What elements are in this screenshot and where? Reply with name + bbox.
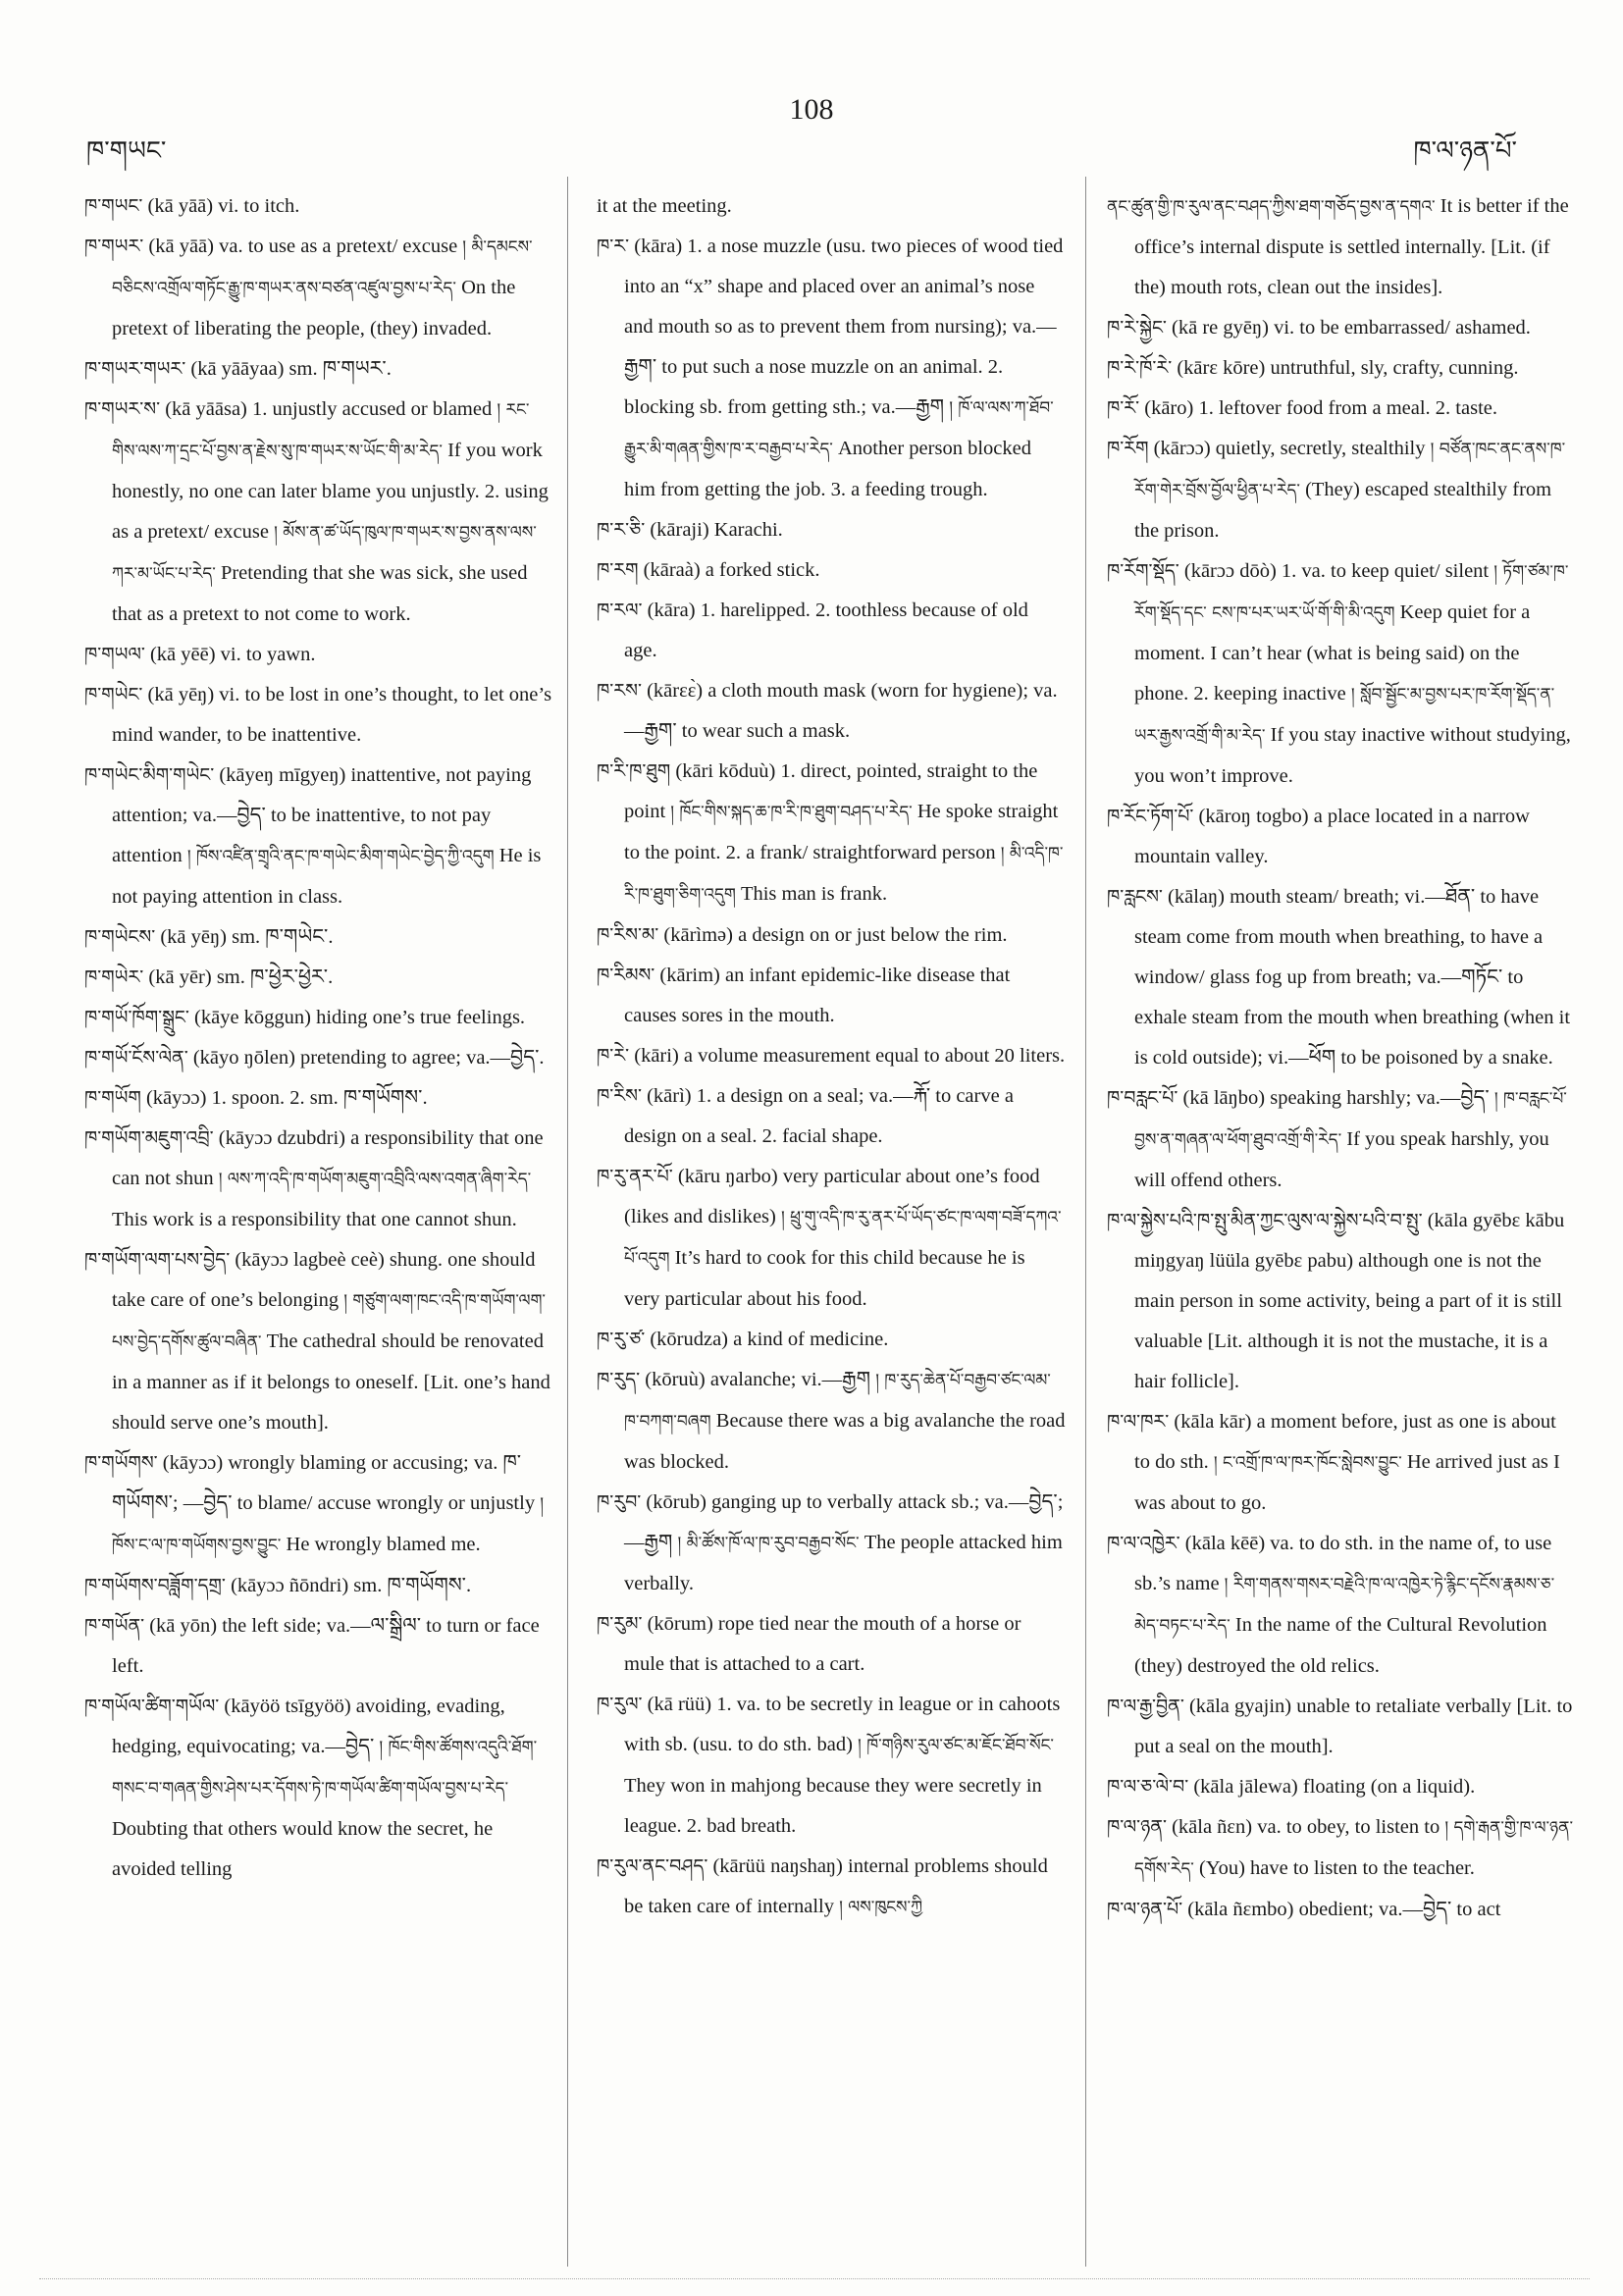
entry-translation: He wrongly blamed me. [281, 1534, 481, 1555]
entry-translation: It is better if the office’s internal dispute is settled internally. [Lit. (if the) mouth rots, clean out the insides]. [1134, 195, 1569, 298]
column-left [84, 186, 553, 2257]
dictionary-entry [1107, 551, 1576, 797]
dictionary-entry [597, 227, 1066, 510]
entry-example: ། ཕྲུ་གུ་འདི་ཁ་རུ་ནར་པོ་ཡོད་ཙང་ཁ་ལག་བཟོ་དཀའ་པོ་འདུག [624, 1208, 1062, 1269]
dictionary-entry [84, 1566, 553, 1606]
dictionary-entry [1107, 797, 1576, 877]
entry-definition: (kā lāŋbo) speaking harshly; va.—བྱེད་ [1178, 1087, 1494, 1109]
entry-translation: In the name of the Cultural Revolution (they) destroyed the old relics. [1134, 1614, 1547, 1677]
entry-definition: (kārɔɔ) quietly, secretly, stealthily [1148, 438, 1431, 459]
entry-headword: ཁ་ལ་འཁྱེར་ [1107, 1533, 1180, 1554]
entry-example: ། མི་ཚོས་ཁོ་ལ་ཁ་རུབ་བརྒྱབ་སོང་ [677, 1534, 860, 1553]
entry-headword: ཁ་ལ་ཅ་ལེ་བ་ [1107, 1776, 1189, 1798]
entry-definition: (kāru ŋarbo) very particular about one’s food (likes and dislikes) [624, 1166, 1040, 1227]
entry-translation: (They) escaped stealthily from the prison. [1134, 479, 1552, 542]
entry-definition: (kāla kēē) va. to do sth. in the name of, to use sb.’s name [1134, 1533, 1552, 1594]
dictionary-entry [597, 591, 1066, 671]
entry-translation: He arrived just as I was about to go. [1134, 1451, 1560, 1514]
entry-headword: ཁ་གཡར་གཡར་ [84, 358, 186, 380]
entry-definition: (kāla gyajin) unable to retaliate verbally [Lit. to put a seal on the mouth]. [1134, 1696, 1573, 1757]
entry-translation: This work is a responsibility that one cannot shun. [112, 1209, 517, 1230]
entry-headword: ཁ་གཡར་ [84, 235, 144, 257]
entry-translation: On the pretext of liberating the people, (they) invaded. [112, 277, 516, 339]
dictionary-entry [1107, 348, 1576, 389]
entry-headword: ཁ་གཡེར་ [84, 966, 144, 988]
page-header [0, 93, 1623, 165]
entry-definition: (kōrudza) a kind of medicine. [645, 1329, 889, 1350]
entry-definition: (kārɔɔ dōò) 1. va. to keep quiet/ silent [1178, 560, 1494, 582]
dictionary-entry [597, 1036, 1066, 1076]
entry-headword: ཁ་གཡང་ [84, 195, 143, 217]
entry-headword: ཁ་གཡོལ་ཚིག་གཡོལ་ [84, 1696, 220, 1717]
page-number: 108 [789, 93, 834, 126]
entry-definition: (kāyeŋ mīgyeŋ) inattentive, not paying attention; va.—བྱེད་ to be inattentive, to not pay attention [112, 764, 532, 866]
dictionary-entry [597, 186, 1066, 227]
entry-example: ། ང་འགྲོ་ཁ་ལ་ཁར་ཁོང་སླེབས་བྱུང་ [1213, 1453, 1402, 1473]
dictionary-entry [1107, 1890, 1576, 1930]
dictionary-entry [597, 915, 1066, 956]
entry-definition: (kōruù) avalanche; vi.—རྒྱག [640, 1369, 876, 1390]
entry-translation: Keep quiet for a moment. I can’t hear (what is being said) on the phone. 2. keeping inactive [1134, 601, 1531, 704]
dictionary-entry [1107, 1078, 1576, 1201]
dictionary-entry [597, 956, 1066, 1036]
entry-translation: It’s hard to cook for this child because he is very particular about his food. [624, 1247, 1025, 1310]
dictionary-entry [597, 550, 1066, 591]
entry-example: ། མི་འདི་ཁ་རི་ཁ་ཐུག་ཅིག་འདུག [624, 844, 1064, 905]
entry-headword: ཁ་གཡོ་ཁོག་སྒྲུང་ [84, 1007, 189, 1028]
entry-definition: (kārìmə) a design on or just below the rim. [658, 924, 1008, 946]
dictionary-entry [84, 1606, 553, 1687]
entry-headword: ཁ་གཡེང་ [84, 684, 143, 705]
entry-headword: ཁ་རུ་ནར་པོ་ [597, 1166, 673, 1187]
entry-headword: ཁ་རུ་ཙ་ [597, 1329, 646, 1350]
entry-definition: (kāyo ŋōlen) pretending to agree; va.—བྱེད་. [187, 1047, 545, 1069]
dictionary-entry [84, 635, 553, 675]
entry-translation: (You) have to listen to the teacher. [1193, 1857, 1475, 1879]
dictionary-entry [1107, 186, 1576, 308]
left-guide-word: ཁ་གཡང་ [86, 136, 167, 165]
entry-headword: ཁ་རིས་ [597, 1085, 642, 1107]
column-right [1107, 186, 1576, 2257]
entry-headword: ཁ་གཡོག་མཇུག་འབྲི་ [84, 1127, 214, 1149]
entry-definition: (kāraà) a forked stick. [638, 559, 820, 581]
entry-example: ། རིག་གནས་གསར་བརྗེའི་ཁ་ལ་འཁྱེར་ཏེ་རྙིང་དངོས་རྣམས་ཅ་མེད་བཏང་པ་རེད་ [1134, 1575, 1555, 1636]
entry-definition: (kāroŋ togbo) a place located in a narrow mountain valley. [1134, 806, 1530, 867]
entry-headword: ཁ་རུད་ [597, 1369, 641, 1390]
dictionary-entry [597, 1076, 1066, 1157]
dictionary-entry [84, 958, 553, 998]
dictionary-entry [597, 1604, 1066, 1685]
entry-example: ། ཁ་རུད་ཆེན་པོ་བརྒྱབ་ཙང་ལམ་ཁ་བཀག་བཞག [624, 1371, 1051, 1432]
entry-headword: ཁ་རས་ [597, 680, 642, 702]
entry-headword: ཁ་རག [597, 559, 639, 581]
entry-example: ། ཁ་བརླང་པོ་བྱས་ན་གཞན་ལ་ཕོག་ཐུབ་འགྲོ་གི་རེད་ [1134, 1089, 1567, 1150]
dictionary-entry [597, 1157, 1066, 1320]
entry-example: ། ཁོང་གིས་ཚོགས་འདུའི་ཐོག་གསང་བ་གཞན་གྱིས་ཤེས་པར་དོགས་ཏེ་ཁ་གཡོལ་ཚིག་གཡོལ་བྱས་པ་རེད་ [112, 1738, 538, 1799]
entry-headword: ཁ་རེ་ཁོ་རེ་ [1107, 357, 1173, 379]
entry-headword: ཁ་གཡོགས་ [84, 1452, 158, 1474]
entry-definition: (kārim) an infant epidemic-like disease that causes sores in the mouth. [624, 965, 1011, 1026]
right-guide-word: ཁ་ལ་ཉན་པོ་ [1413, 136, 1517, 165]
dictionary-entry [1107, 1402, 1576, 1524]
dictionary-entry [597, 1320, 1066, 1360]
entry-definition: (kāyöö tsīgyöö) avoiding, evading, hedging, equivocating; va.—བྱེད་ [112, 1696, 505, 1757]
entry-definition: (kā yāāsa) 1. unjustly accused or blamed [160, 398, 497, 420]
column-middle [597, 186, 1066, 2257]
entry-headword: ཁ་ལ་སྐྱེས་པའི་ཁ་སྤུ་མིན་ཀྱང་ལུས་ལ་སྐྱེས་པའི་བ་སྤུ་ [1107, 1210, 1423, 1231]
entry-definition: (kārüü naŋshaŋ) internal problems should be taken care of internally [624, 1855, 1048, 1917]
entry-definition: (kā yāā) vi. to itch. [142, 195, 300, 217]
entry-translation: Another person blocked him from getting the job. 3. a feeding trough. [624, 438, 1031, 500]
entry-continuation: it at the meeting. [597, 195, 732, 217]
entry-translation: Pretending that she was sick, she used that as a pretext to not come to work. [112, 562, 528, 625]
entry-definition: (kāyɔɔ ñōndri) sm. ཁ་གཡོགས་. [225, 1575, 472, 1596]
entry-definition: (kāri kōduù) 1. direct, pointed, straight to the point [624, 760, 1038, 822]
dictionary-entry [84, 227, 553, 349]
entry-example: ནང་ཚུན་གྱི་ཁ་རུལ་ནང་བཤད་ཀྱིས་ཐག་གཅོད་བྱས་ན་དགའ་ [1107, 197, 1436, 217]
entry-headword: ཁ་བརླང་པོ་ [1107, 1087, 1178, 1109]
dictionary-entry [84, 1038, 553, 1078]
entry-headword: ཁ་ལ་རྒྱ་བྱིན་ [1107, 1696, 1184, 1717]
dictionary-entry [597, 752, 1066, 915]
entry-definition: (kā yēŋ) vi. to be lost in one’s thought, to let one’s mind wander, to be inattentive. [112, 684, 552, 746]
entry-translation: Because there was a big avalanche the road was blocked. [624, 1410, 1066, 1473]
entry-headword: ཁ་གཡེངས་ [84, 926, 156, 948]
entry-definition: (kāra) 1. a nose muzzle (usu. two pieces of wood tied into an “x” shape and placed over an animal’s nose and mouth so as to prevent them from nursing); va.—རྒྱག་ to put such a nose muzzle on an animal. 2. blocking sb. from getting sth.; va.—རྒྱག [624, 235, 1064, 418]
entry-headword: ཁ་རེ་ [597, 1045, 630, 1067]
dictionary-entry [84, 349, 553, 390]
entry-definition: (kāla ñɛn) va. to obey, to listen to [1166, 1816, 1445, 1838]
entry-example: ། ཁོས་ང་ལ་ཁ་གཡོགས་བྱས་བྱུང་ [112, 1494, 544, 1555]
entry-definition: (kā yāā) va. to use as a pretext/ excuse [143, 235, 463, 257]
entry-translation: This man is frank. [735, 883, 888, 905]
entry-headword: ཁ་ར་ [597, 235, 630, 257]
dictionary-entry [597, 1483, 1066, 1604]
entry-definition: (kāra) 1. harelipped. 2. toothless because of old age. [624, 600, 1028, 661]
entry-definition: (kāla kār) a moment before, just as one is about to do sth. [1134, 1411, 1556, 1473]
entry-definition: (kā yēē) vi. to yawn. [144, 644, 316, 665]
dictionary-entry [84, 998, 553, 1038]
dictionary-entry [1107, 308, 1576, 348]
entry-translation: If you work honestly, no one can later blame you unjustly. 2. using as a pretext/ excuse [112, 440, 549, 543]
dictionary-entry [84, 756, 553, 917]
entry-headword: ཁ་གཡོགས་བཟློག་དགྲ་ [84, 1575, 226, 1596]
entry-definition: (kāyɔɔ dzubdri) a responsibility that one can not shun [112, 1127, 544, 1189]
bottom-rule [39, 2278, 1590, 2280]
entry-headword: ཁ་གཡོག [84, 1087, 141, 1109]
entry-definition: (kāla gyēbɛ kābu miŋgyaŋ lüüla gyēbɛ pabu) although one is not the main person in some activity, being a part of it is still valuable [Lit. although it is not the mustache, it is a hair follicle]. [1134, 1210, 1565, 1392]
entry-headword: ཁ་རུབ་ [597, 1491, 642, 1513]
entry-headword: ཁ་རོག [1107, 438, 1149, 459]
entry-translation: He is not paying attention in class. [112, 845, 542, 908]
entry-example: ། མོས་ན་ཚ་ཡོད་ཁུལ་ཁ་གཡར་ས་བྱས་ནས་ལས་ཀར་མ་ཡོང་པ་རེད་ [112, 523, 537, 584]
entry-definition: (kā yōn) the left side; va.—ལ་སྒྲིལ་ to turn or face left. [112, 1615, 540, 1677]
entry-example: ། རང་གིས་ལས་ཀ་དྲང་པོ་བྱས་ན་རྗེས་སུ་ཁ་གཡར་ས་ཡོང་གི་མ་རེད་ [112, 400, 530, 461]
entry-definition: (kāye kōggun) hiding one’s true feelings. [188, 1007, 526, 1028]
dictionary-entry [597, 671, 1066, 752]
dictionary-entry [84, 675, 553, 756]
dictionary-columns [84, 186, 1574, 2257]
entry-example: ། ཁོ་ལ་ལས་ཀ་ཐོབ་རྒྱུར་མི་གཞན་གྱིས་ཁ་ར་བརྒྱབ་པ་རེད་ [624, 398, 1054, 459]
entry-definition: (kāyɔɔ) wrongly blaming or accusing; va. ཁ་གཡོགས་; —བྱེད་ to blame/ accuse wrongly or unjustly [112, 1452, 541, 1514]
entry-headword: ཁ་རེ་སྐྱེང་ [1107, 317, 1167, 339]
entry-headword: ཁ་རིས་མ་ [597, 924, 659, 946]
dictionary-entry [1107, 1807, 1576, 1890]
entry-headword: ཁ་རོག་སྡོད་ [1107, 560, 1179, 582]
entry-definition: (kāri) a volume measurement equal to about 20 liters. [629, 1045, 1066, 1067]
entry-headword: ཁ་རལ་ [597, 600, 643, 621]
entry-headword: ཁ་རི་ཁ་ཐུག [597, 760, 671, 782]
dictionary-entry [1107, 389, 1576, 429]
entry-example: ། སློབ་སྦྱོང་མ་བྱས་པར་ཁ་རོག་སྡོད་ན་ཡར་རྒྱས་འགྲོ་གི་མ་རེད་ [1134, 685, 1555, 746]
dictionary-entry [597, 1847, 1066, 1928]
entry-headword: ཁ་རོང་ཏོག་པོ་ [1107, 806, 1194, 827]
entry-headword: ཁ་རུམ་ [597, 1613, 643, 1635]
entry-translation: If you speak harshly, you will offend others. [1134, 1128, 1549, 1191]
entry-example: ། གཙུག་ལག་ཁང་འདི་ཁ་གཡོག་ལག་པས་བྱེད་དགོས་ཚུལ་བཞིན་ [112, 1291, 546, 1352]
entry-example: ། དགེ་རྒན་གྱི་ཁ་ལ་ཉན་དགོས་རེད་ [1134, 1818, 1574, 1879]
entry-headword: ཁ་གཡར་ས་ [84, 398, 161, 420]
entry-headword: ཁ་གཡལ་ [84, 644, 145, 665]
entry-headword: ཁ་རླངས་ [1107, 886, 1163, 908]
entry-definition: (kāro) 1. leftover food from a meal. 2. taste. [1139, 397, 1498, 419]
dictionary-entry [84, 917, 553, 958]
entry-definition: (kā yēr) sm. ཁ་ཕྱེར་ཕྱེར་. [143, 966, 334, 988]
entry-definition: (kāraji) Karachi. [645, 519, 783, 541]
entry-example: ། ཏོག་ཙམ་ཁ་རོག་སྡོད་དང་ ངས་ཁ་པར་ཡར་ཡོ་གོ་གི་མི་འདུག [1134, 562, 1569, 623]
dictionary-entry [597, 1685, 1066, 1847]
entry-example: ། བཙོན་ཁང་ནང་ནས་ཁ་རོག་གེར་བྲོས་བྱོལ་ཕྱིན་པ་རེད་ [1134, 440, 1566, 500]
dictionary-entry [1107, 1201, 1576, 1402]
entry-definition: (kā yēŋ) sm. ཁ་གཡེང་. [155, 926, 334, 948]
entry-headword: ཁ་གཡོག་ལག་པས་བྱེད་ [84, 1249, 231, 1271]
dictionary-entry [1107, 877, 1576, 1078]
entry-headword: ཁ་ར་ཅི་ [597, 519, 646, 541]
entry-translation: If you stay inactive without studying, you won’t improve. [1134, 724, 1571, 787]
entry-headword: ཁ་རུལ་ [597, 1694, 643, 1715]
entry-headword: ཁ་ལ་ཉན་ [1107, 1816, 1167, 1838]
dictionary-entry [1107, 1767, 1576, 1807]
entry-headword: ཁ་གཡོན་ [84, 1615, 145, 1637]
entry-translation: The cathedral should be renovated in a manner as if it belongs to oneself. [Lit. one’s hand should serve one’s mouth]. [112, 1331, 550, 1434]
dictionary-entry [84, 1240, 553, 1443]
entry-headword: ཁ་རིམས་ [597, 965, 655, 986]
entry-example: ། ཁོ་གཉིས་རུལ་ཙང་མ་ཇོང་ཐོབ་སོང་ [858, 1736, 1054, 1755]
entry-translation: They won in mahjong because they were secretly in league. 2. bad breath. [624, 1775, 1042, 1837]
entry-definition: (kārì) 1. a design on a seal; va.—རྐོ་ to carve a design on a seal. 2. facial shape. [624, 1085, 1014, 1147]
entry-translation: Doubting that others would know the secret, he avoided telling [112, 1818, 494, 1880]
entry-definition: (kāla jālewa) floating (on a liquid). [1188, 1776, 1476, 1798]
entry-translation: The people attacked him verbally. [624, 1532, 1063, 1594]
dictionary-entry [84, 1078, 553, 1119]
dictionary-entry [597, 1360, 1066, 1483]
entry-definition: (kālaŋ) mouth steam/ breath; vi.—ཐོན་ to have steam come from mouth when breathing, to have a window/ glass fog up from breath; va.—གཏོང་ to exhale steam from the mouth when breathing (when it is cold outside); vi.—ཕོག to be poisoned by a snake. [1134, 886, 1571, 1069]
entry-example: ། ལས་ཀ་འདི་ཁ་གཡོག་མཇུག་འབྲིའི་ལས་འགན་ཞིག་རེད་ [218, 1170, 532, 1189]
dictionary-entry [84, 186, 553, 227]
entry-definition: (kā yāāyaa) sm. ཁ་གཡར་. [185, 358, 392, 380]
dictionary-entry [84, 390, 553, 635]
entry-example: ། ཁོང་གིས་སྐད་ཆ་ཁ་རི་ཁ་ཐུག་བཤད་པ་རེད་ [670, 803, 913, 822]
entry-definition: (kōrub) ganging up to verbally attack sb.; va.—བྱེད་; —རྒྱག [624, 1491, 1064, 1553]
entry-definition: (kā rüü) 1. va. to be secretly in league or in cahoots with sb. (usu. to do sth. bad) [624, 1694, 1061, 1755]
entry-translation: He spoke straight to the point. 2. a frank/ straightforward person [624, 801, 1059, 863]
entry-definition: (kāla ñɛmbo) obedient; va.—བྱེད་ to act [1182, 1899, 1501, 1920]
entry-definition: (kārɛɛ̀) a cloth mouth mask (worn for hygiene); va.—རྒྱག་ to wear such a mask. [624, 680, 1058, 742]
entry-definition: (kāyɔɔ lagbeè ceè) shung. one should take care of one’s belonging [112, 1249, 536, 1311]
dictionary-entry [1107, 1524, 1576, 1687]
dictionary-entry [1107, 429, 1576, 551]
entry-definition: (kārɛ kōre) untruthful, sly, crafty, cunning. [1172, 357, 1519, 379]
dictionary-entry [84, 1119, 553, 1240]
entry-headword: ཁ་ལ་ཉན་པོ་ [1107, 1899, 1183, 1920]
entry-example: ། མི་དམངས་བཅིངས་འགྲོལ་གཏོང་རྒྱུ་ཁ་གཡར་ནས་བཙན་འཛུལ་བྱས་པ་རེད་ [112, 237, 533, 298]
entry-definition: (kōrum) rope tied near the mouth of a horse or mule that is attached to a cart. [624, 1613, 1021, 1675]
entry-example: ། ལས་ཁུངས་ཀྱི [839, 1898, 923, 1917]
dictionary-entry [597, 510, 1066, 550]
entry-definition: (kā re gyēŋ) vi. to be embarrassed/ ashamed. [1166, 317, 1531, 339]
dictionary-entry [1107, 1687, 1576, 1767]
dictionary-entry [84, 1687, 553, 1890]
entry-example: ། ཁོས་འཛིན་གྲྭའི་ནང་ཁ་གཡེང་མིག་གཡེང་བྱེད་ཀྱི་འདུག [186, 847, 495, 866]
entry-headword: ཁ་གཡོ་ངོས་ལེན་ [84, 1047, 188, 1069]
entry-headword: ཁ་གཡེང་མིག་གཡེང་ [84, 764, 215, 786]
entry-headword: ཁ་རོ་ [1107, 397, 1140, 419]
entry-headword: ཁ་ལ་ཁར་ [1107, 1411, 1170, 1433]
entry-headword: ཁ་རུལ་ནང་བཤད་ [597, 1855, 708, 1877]
entry-definition: (kāyɔɔ) 1. spoon. 2. sm. ཁ་གཡོགས་. [140, 1087, 428, 1109]
dictionary-entry [84, 1443, 553, 1566]
